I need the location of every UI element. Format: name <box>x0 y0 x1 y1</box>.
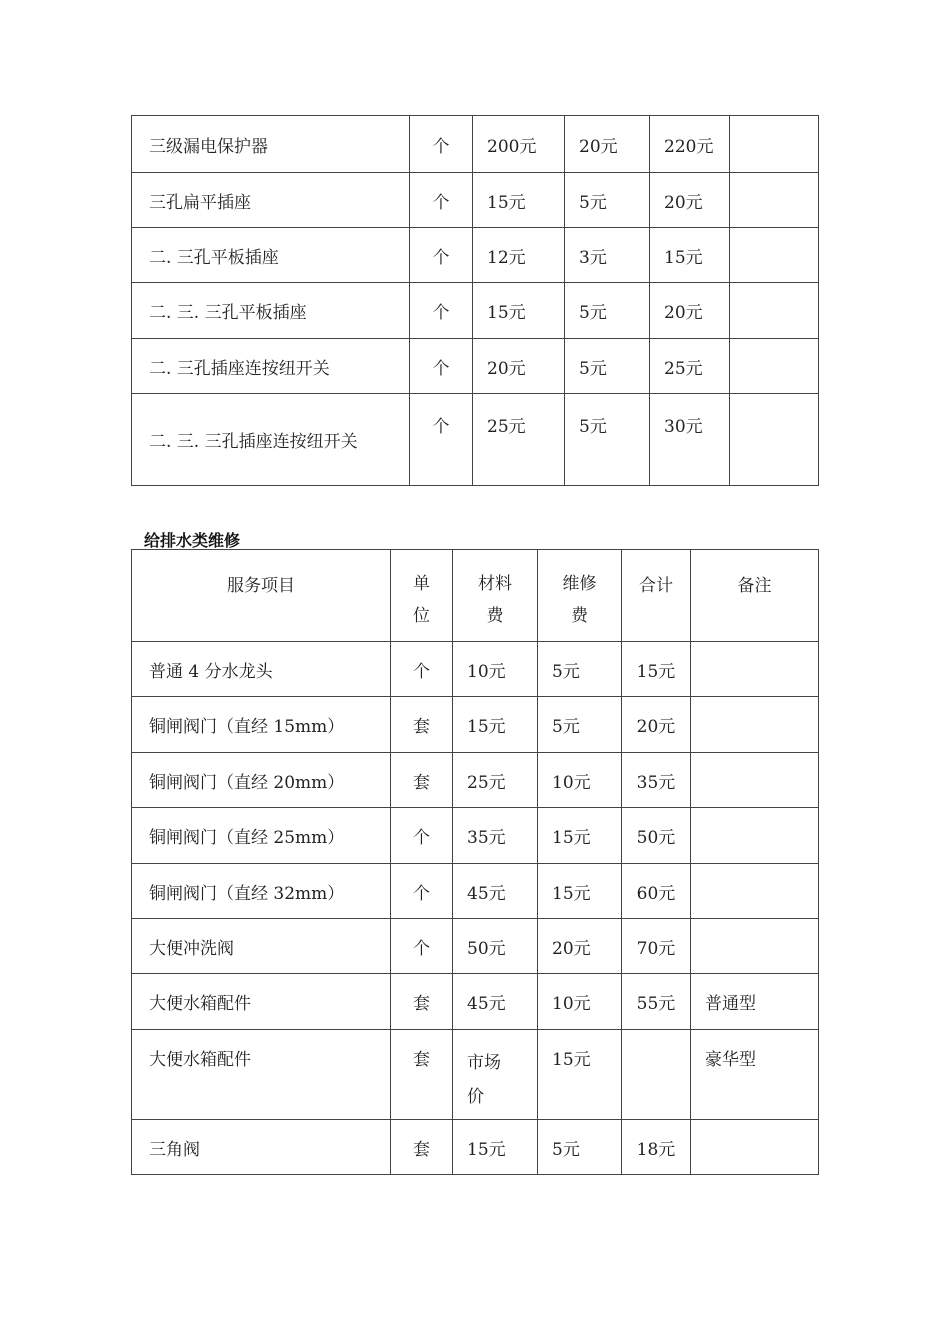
section-title: 给排水类维修 <box>144 531 241 550</box>
table-row <box>132 642 819 697</box>
item-name: 大便冲洗阀 <box>132 919 391 974</box>
note-cell <box>730 116 819 173</box>
material-fee-cell: 15元 <box>473 283 565 339</box>
material-fee-cell: 10元 <box>453 642 538 697</box>
header-unit-line1: 单 <box>413 574 430 594</box>
total-cell: 18元 <box>622 1120 691 1175</box>
material-fee-cell: 45元 <box>453 974 538 1030</box>
repair-fee-cell: 15元 <box>538 864 622 919</box>
material-fee-cell: 50元 <box>453 919 538 974</box>
total-cell: 60元 <box>622 864 691 919</box>
note-cell <box>730 283 819 339</box>
material-fee-cell: 15元 <box>453 697 538 753</box>
repair-fee-cell: 15元 <box>538 1030 622 1120</box>
material-fee-cell: 15元 <box>473 173 565 228</box>
repair-fee-cell: 10元 <box>538 753 622 808</box>
table-row <box>132 116 819 173</box>
note-cell <box>730 228 819 283</box>
header-unit <box>391 550 453 642</box>
note-cell: 豪华型 <box>691 1030 819 1120</box>
total-cell: 15元 <box>650 228 730 283</box>
repair-fee-cell: 10元 <box>538 974 622 1030</box>
material-fee-cell: 15元 <box>453 1120 538 1175</box>
note-cell <box>730 394 819 486</box>
header-material-line2: 费 <box>486 606 504 626</box>
header-repair-line1: 维修 <box>562 574 597 594</box>
unit-cell: 个 <box>391 642 453 697</box>
total-cell: 25元 <box>650 339 730 394</box>
header-repair-line2: 费 <box>571 606 588 626</box>
material-fee-cell: 25元 <box>453 753 538 808</box>
material-fee-cell: 20元 <box>473 339 565 394</box>
unit-cell: 套 <box>391 753 453 808</box>
unit-cell: 个 <box>410 173 473 228</box>
table-row <box>132 394 819 486</box>
item-name: 二. 三. 三孔插座连按纽开关 <box>132 394 410 486</box>
table-row <box>132 697 819 753</box>
item-name: 铜闸阀门（直经 20mm） <box>132 753 391 808</box>
item-name: 大便水箱配件 <box>132 974 391 1030</box>
unit-cell: 个 <box>410 116 473 173</box>
table-header-row <box>132 550 819 642</box>
item-name: 铜闸阀门（直经 15mm） <box>132 697 391 753</box>
repair-fee-cell: 5元 <box>538 697 622 753</box>
header-total: 合计 <box>622 550 691 642</box>
note-cell <box>691 1120 819 1175</box>
table-row <box>132 339 819 394</box>
total-cell: 20元 <box>650 173 730 228</box>
note-cell <box>691 697 819 753</box>
repair-fee-cell: 3元 <box>565 228 650 283</box>
total-cell: 20元 <box>622 697 691 753</box>
unit-cell: 个 <box>410 228 473 283</box>
item-name: 二. 三孔平板插座 <box>132 228 410 283</box>
unit-cell: 个 <box>391 808 453 864</box>
note-cell <box>691 919 819 974</box>
header-service-item: 服务项目 <box>132 550 391 642</box>
table-row <box>132 974 819 1030</box>
repair-fee-cell: 5元 <box>538 1120 622 1175</box>
header-material-line1: 材料 <box>478 574 512 594</box>
material-fee-cell: 35元 <box>453 808 538 864</box>
unit-cell: 套 <box>391 697 453 753</box>
note-cell <box>730 339 819 394</box>
total-cell: 220元 <box>650 116 730 173</box>
total-cell: 50元 <box>622 808 691 864</box>
item-name: 三角阀 <box>132 1120 391 1175</box>
repair-fee-cell: 15元 <box>538 808 622 864</box>
material-line2: 价 <box>467 1087 484 1107</box>
material-fee-cell: 45元 <box>453 864 538 919</box>
note-cell <box>691 642 819 697</box>
material-fee-cell: 25元 <box>473 394 565 486</box>
material-fee-cell <box>453 1030 538 1120</box>
unit-cell: 套 <box>391 1030 453 1120</box>
plumbing-price-table <box>131 549 819 1175</box>
repair-fee-cell: 20元 <box>565 116 650 173</box>
repair-fee-cell: 5元 <box>538 642 622 697</box>
item-name: 铜闸阀门（直经 25mm） <box>132 808 391 864</box>
note-cell <box>730 173 819 228</box>
table-row <box>132 173 819 228</box>
repair-fee-cell: 5元 <box>565 394 650 486</box>
header-note: 备注 <box>691 550 819 642</box>
unit-cell: 个 <box>391 919 453 974</box>
item-name: 大便水箱配件 <box>132 1030 391 1120</box>
total-cell: 70元 <box>622 919 691 974</box>
table-row <box>132 1030 819 1120</box>
header-repair-fee <box>538 550 622 642</box>
item-name: 二. 三孔插座连按纽开关 <box>132 339 410 394</box>
total-cell: 15元 <box>622 642 691 697</box>
total-cell <box>622 1030 691 1120</box>
table-row <box>132 864 819 919</box>
item-name: 普通 4 分水龙头 <box>132 642 391 697</box>
table-row <box>132 808 819 864</box>
unit-cell: 个 <box>410 283 473 339</box>
item-name: 铜闸阀门（直经 32mm） <box>132 864 391 919</box>
note-cell <box>691 864 819 919</box>
repair-fee-cell: 5元 <box>565 283 650 339</box>
total-cell: 55元 <box>622 974 691 1030</box>
total-cell: 35元 <box>622 753 691 808</box>
table-row <box>132 753 819 808</box>
electrical-price-table <box>131 115 819 486</box>
material-fee-cell: 12元 <box>473 228 565 283</box>
unit-cell: 套 <box>391 974 453 1030</box>
table-row <box>132 919 819 974</box>
repair-fee-cell: 5元 <box>565 339 650 394</box>
total-cell: 30元 <box>650 394 730 486</box>
repair-fee-cell: 5元 <box>565 173 650 228</box>
total-cell: 20元 <box>650 283 730 339</box>
note-cell: 普通型 <box>691 974 819 1030</box>
table-row <box>132 1120 819 1175</box>
repair-fee-cell: 20元 <box>538 919 622 974</box>
item-name: 二. 三. 三孔平板插座 <box>132 283 410 339</box>
unit-cell: 个 <box>410 394 473 486</box>
table-row <box>132 228 819 283</box>
unit-cell: 个 <box>410 339 473 394</box>
item-name: 三级漏电保护器 <box>132 116 410 173</box>
header-unit-line2: 位 <box>413 606 430 626</box>
material-line1: 市场 <box>467 1053 501 1073</box>
item-name: 三孔扁平插座 <box>132 173 410 228</box>
header-material-fee <box>453 550 538 642</box>
note-cell <box>691 808 819 864</box>
unit-cell: 个 <box>391 864 453 919</box>
unit-cell: 套 <box>391 1120 453 1175</box>
material-fee-cell: 200元 <box>473 116 565 173</box>
note-cell <box>691 753 819 808</box>
table-row <box>132 283 819 339</box>
